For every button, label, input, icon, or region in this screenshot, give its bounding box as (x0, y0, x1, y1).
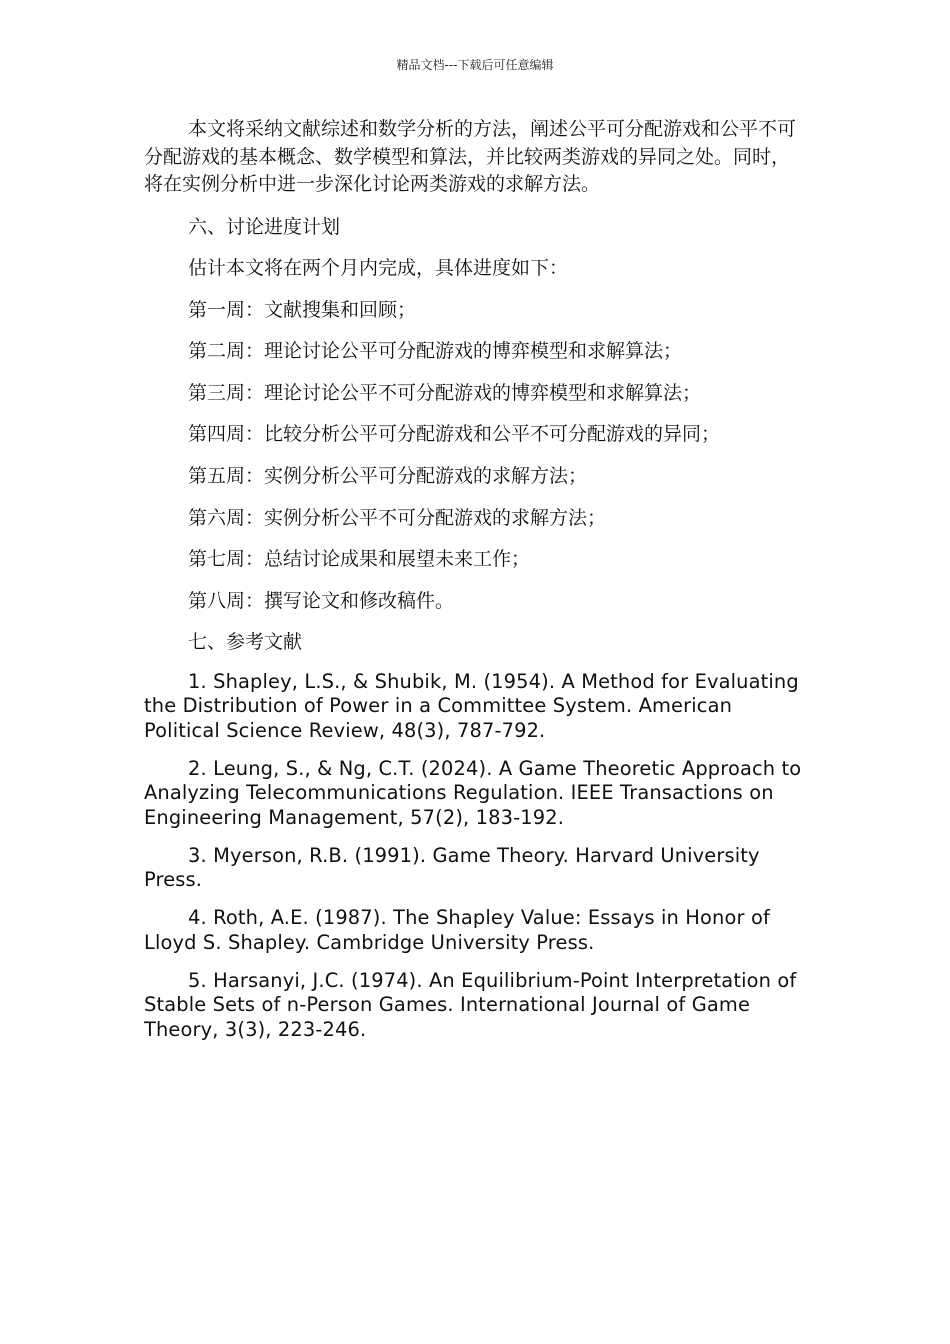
reference-4: 4. Roth, A.E. (1987). The Shapley Value: Essays in Honor of Lloyd S. Shapley. Cambridge University Press. (144, 906, 770, 954)
schedule-week-2: 第二周：理论讨论公平可分配游戏的博弈模型和求解算法； (188, 340, 683, 363)
reference-2: 2. Leung, S., & Ng, C.T. (2024). A Game Theoretic Approach to Analyzing Telecommunications Regulation. IEEE Transactions on Engineering Management, 57(2), 183-192. (144, 756, 802, 829)
section-7-title: 七、参考文献 (188, 631, 303, 654)
reference-1: 1. Shapley, L.S., & Shubik, M. (1954). A Method for Evaluating the Distribution of Power in a Committee System. American Political Science Review, 48(3), 787-792. (144, 670, 799, 742)
reference-3: 3. Myerson, R.B. (1991). Game Theory. Harvard University Press. (144, 843, 760, 892)
reference-5: 5. Harsanyi, J.C. (1974). An Equilibrium-Point Interpretation of Stable Sets of n-Person Games. International Journal of Game Theory, 3(3), 223-246. (144, 969, 797, 1041)
schedule-week-1: 第一周：文献搜集和回顾； (188, 298, 417, 321)
section-6-title: 六、讨论进度计划 (188, 215, 341, 238)
schedule-week-4: 第四周：比较分析公平可分配游戏和公平不可分配游戏的异同； (188, 423, 721, 446)
document-body (144, 116, 804, 1056)
schedule-week-7: 第七周：总结讨论成果和展望未来工作； (188, 548, 531, 571)
schedule-week-5: 第五周：实例分析公平可分配游戏的求解方法； (188, 465, 588, 488)
schedule-week-3: 第三周：理论讨论公平不可分配游戏的博弈模型和求解算法； (188, 381, 702, 404)
intro-paragraph: 本文将采纳文献综述和数学分析的方法，阐述公平可分配游戏和公平不可分配游戏的基本概念、数学模型和算法，并比较两类游戏的异同之处。同时，将在实例分析中进一步深化讨论两类游戏的求解方法。 (144, 118, 797, 195)
schedule-week-8: 第八周：撰写论文和修改稿件。 (188, 589, 455, 612)
page-header: 精品文档---下载后可任意编辑 (396, 58, 554, 72)
schedule-week-6: 第六周：实例分析公平不可分配游戏的求解方法； (188, 506, 607, 529)
schedule-estimate: 估计本文将在两个月内完成，具体进度如下： (188, 257, 569, 280)
